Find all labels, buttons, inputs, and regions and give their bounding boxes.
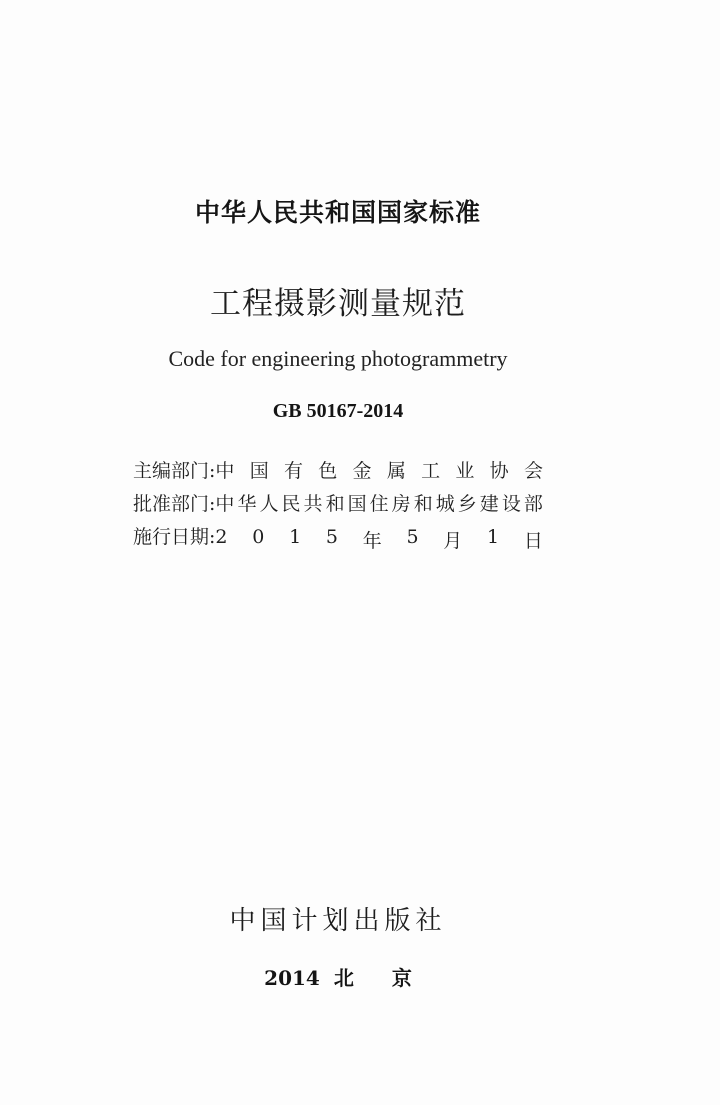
value-char: 中 bbox=[215, 493, 235, 515]
value-char: 民 bbox=[281, 493, 301, 515]
value-char: 中 bbox=[215, 460, 235, 482]
value-char: 金 bbox=[352, 460, 372, 482]
value-char: 国 bbox=[249, 460, 269, 482]
editor-department-row bbox=[133, 456, 543, 483]
value-char: 建 bbox=[479, 493, 499, 515]
value-char: 设 bbox=[501, 493, 521, 515]
value-char: 业 bbox=[455, 460, 475, 482]
value-char: 人 bbox=[259, 493, 279, 515]
imprint-city-char-1: 北 bbox=[333, 966, 354, 990]
value-char: 协 bbox=[489, 460, 509, 482]
value-char: 华 bbox=[237, 493, 257, 515]
value-char: 房 bbox=[391, 493, 411, 515]
standard-code: GB 50167-2014 bbox=[272, 400, 404, 422]
value-char: 日 bbox=[523, 530, 543, 552]
document-title: 工程摄影测量规范 bbox=[210, 286, 466, 322]
document-title-english: Code for engineering photogrammetry bbox=[168, 346, 508, 371]
value-char: 2 bbox=[215, 526, 228, 548]
editor-department-value bbox=[215, 456, 543, 483]
value-char: 国 bbox=[347, 493, 367, 515]
value-char: 年 bbox=[362, 530, 382, 552]
value-char: 乡 bbox=[457, 493, 477, 515]
effective-date-value bbox=[215, 526, 543, 553]
imprint-line bbox=[0, 962, 676, 991]
value-char: 5 bbox=[325, 526, 338, 548]
approver-department-value bbox=[215, 489, 543, 516]
value-char: 工 bbox=[421, 460, 441, 482]
value-char: 月 bbox=[443, 530, 463, 552]
value-char: 共 bbox=[303, 493, 323, 515]
publisher-name: 中国计划出版社 bbox=[229, 906, 447, 936]
value-char: 0 bbox=[252, 526, 265, 548]
value-char: 部 bbox=[523, 493, 543, 515]
effective-date-label: 施行日期: bbox=[133, 526, 216, 548]
standard-series-title: 中华人民共和国国家标准 bbox=[194, 198, 481, 227]
imprint-year: 2014 bbox=[264, 966, 320, 990]
value-char: 住 bbox=[369, 493, 389, 515]
approver-department-row bbox=[133, 489, 543, 516]
value-char: 和 bbox=[413, 493, 433, 515]
value-char: 色 bbox=[318, 460, 338, 482]
value-char: 属 bbox=[386, 460, 406, 482]
value-char: 1 bbox=[487, 526, 500, 548]
value-char: 城 bbox=[435, 493, 455, 515]
approver-department-label: 批准部门: bbox=[133, 493, 216, 515]
value-char: 1 bbox=[289, 526, 302, 548]
value-char: 有 bbox=[283, 460, 303, 482]
effective-date-row bbox=[133, 522, 543, 553]
value-char: 5 bbox=[406, 526, 419, 548]
value-char: 会 bbox=[523, 460, 543, 482]
value-char: 和 bbox=[325, 493, 345, 515]
editor-department-label: 主编部门: bbox=[133, 460, 216, 482]
imprint-city-char-2: 京 bbox=[391, 966, 412, 990]
